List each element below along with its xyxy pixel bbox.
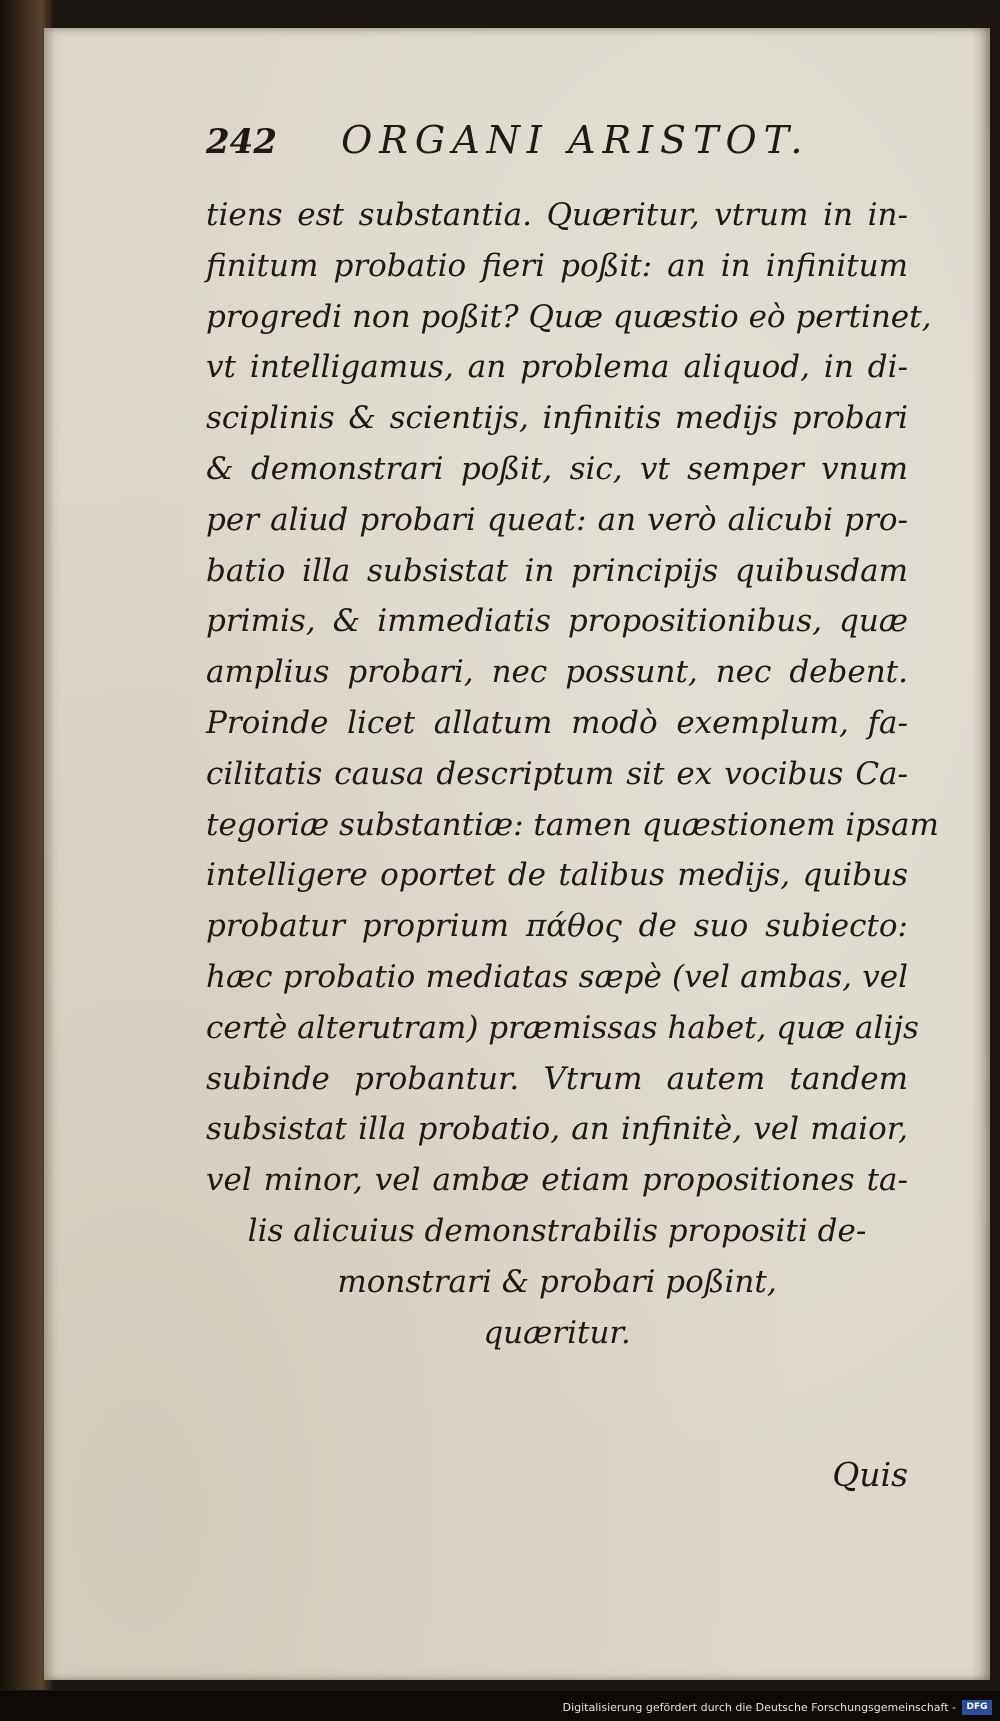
text-line: vt intelligamus, an problema aliquod, in di- [206, 349, 908, 386]
text-line: amplius probari, nec possunt, nec debent. [206, 654, 908, 691]
page-number: 242 [206, 122, 277, 162]
text-line: hæc probatio mediatas sæpè (vel ambas, vel [206, 958, 908, 995]
text-line: per aliud probari queat: an verò alicubi pro- [206, 501, 908, 538]
body-text [206, 190, 939, 1358]
text-line: tiens est substantia. Quæritur, vtrum in in- [206, 197, 908, 233]
text-line: finitum probatio fieri poßit: an in infinitum [206, 247, 908, 284]
catchword: Quis [832, 1455, 908, 1494]
text-line: quæritur. [483, 1314, 631, 1351]
text-line: & demonstrari poßit, sic, vt semper vnum [206, 450, 908, 487]
text-line: subsistat illa probatio, an infinitè, vel maior, [206, 1111, 908, 1148]
page-edge-shadow [972, 28, 990, 1680]
text-line: sciplinis & scientijs, infinitis medijs probari [206, 400, 908, 437]
text-line: primis, & immediatis propositionibus, quæ [206, 603, 908, 640]
text-line: batio illa subsistat in principijs quibusdam [206, 552, 908, 589]
footer-strip [0, 1691, 1000, 1721]
text-line: probatur proprium πάθος de suo subiecto: [206, 908, 908, 945]
text-line: Proinde licet allatum modò exemplum, fa- [206, 704, 908, 741]
page-header [206, 118, 906, 162]
text-line: certè alterutram) præmissas habet, quæ alijs [206, 1009, 919, 1046]
funding-credit: Digitalisierung gefördert durch die Deutsche Forschungsgemeinschaft - [562, 1701, 956, 1714]
text-line: vel minor, vel ambæ etiam propositiones ta- [206, 1162, 908, 1199]
running-head: ORGANI ARISTOT. [341, 118, 810, 162]
text-line: tegoriæ substantiæ: tamen quæstionem ipsam [206, 806, 939, 843]
text-line: monstrari & probari poßint, [337, 1263, 777, 1300]
text-line: progredi non poßit? Quæ quæstio eò pertinet, [206, 298, 932, 335]
text-line: subinde probantur. Vtrum autem tandem [206, 1060, 908, 1097]
text-line: cilitatis causa descriptum sit ex vocibus Ca- [206, 755, 908, 792]
text-line: intelligere oportet de talibus medijs, quibus [206, 857, 908, 894]
dfg-logo: DFG [962, 1700, 992, 1715]
text-line: lis alicuius demonstrabilis propositi de- [247, 1212, 867, 1249]
